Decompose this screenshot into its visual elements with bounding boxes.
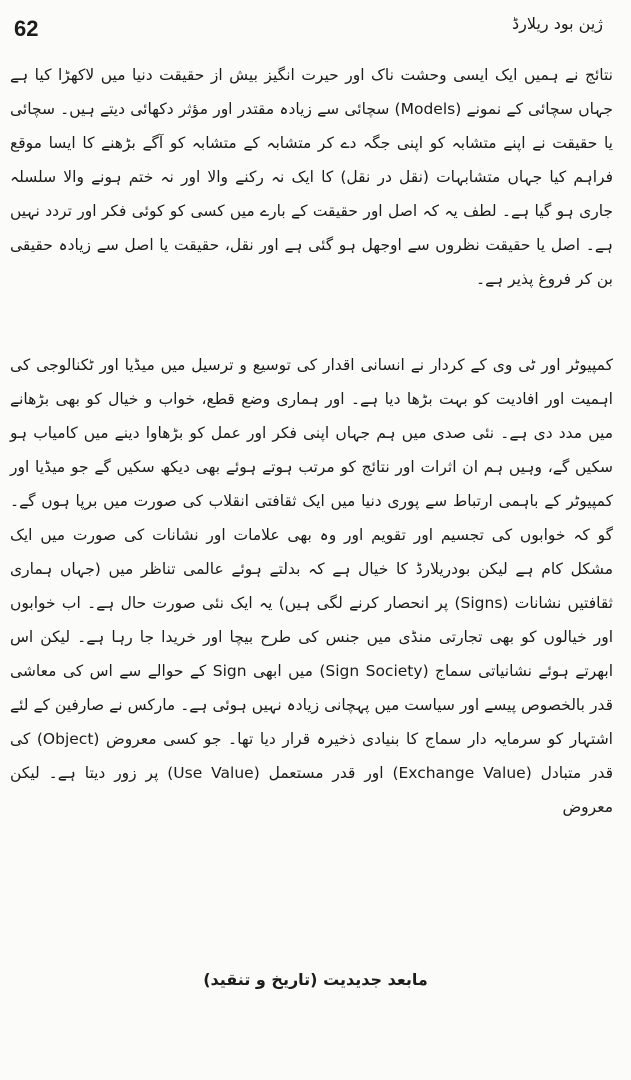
running-header: ژین بود ریلارڈ — [512, 14, 603, 33]
paragraph-1: نتائج نے ہمیں ایک ایسی وحشت ناک اور حیرت انگیز بیش از حقیقت دنیا میں لاکھڑا کیا ہے جہاں سچائی کے نمونے (Models) سچائی سے زیادہ مقتدر اور مؤثر دکھائی دیتے ہیں۔ سچائی یا حقیقت نے اپنے متشابہ کو اپنی جگہ دے کر متشابہ کے متشابہ کو آگے بڑھنے کا ایسا موقع فراہم کیا جہاں متشابہات (نقل در نقل) کا ایک نہ رکنے والا اور نہ ختم ہونے والا سلسلہ جاری ہو گیا ہے۔ لطف یہ کہ اصل اور حقیقت کے بارے میں کسی کو کوئی فکر اور تردد نہیں ہے۔ اصل یا حقیقت نظروں سے اوجھل ہو گئی ہے اور نقل، حقیقت یا اصل سے زیادہ حقیقی بن کر فروغ پذیر ہے۔ — [10, 66, 613, 288]
page-number: 62 — [14, 16, 39, 41]
paragraph-2: کمپیوٹر اور ٹی وی کے کردار نے انسانی اقدار کی توسیع و ترسیل میں میڈیا اور ٹکنالوجی کی اہمیت اور افادیت کو بہت بڑھا دیا ہے۔ اور ہماری وضع قطع، خواب و خیال کو بھی بڑھانے میں مدد دی ہے۔ نئی صدی میں ہم جہاں اپنی فکر اور عمل کو بڑھاوا دینے میں کامیاب ہو سکیں گے، وہیں ہم ان اثرات اور نتائج کو مرتب ہوتے ہوئے بھی دیکھ سکیں گے جو میڈیا اور کمپیوٹر کے باہمی ارتباط سے پوری دنیا میں ایک ثقافتی انقلاب کی صورت میں برپا ہوں گے۔ گو کہ خوابوں کی تجسیم اور تقویم اور وہ بھی علامات اور نشانات کی صورت میں ایک مشکل کام ہے لیکن بودریلارڈ کا خیال ہے کہ بدلتے ہوئے عالمی تناظر میں (جہاں ہماری ثقافتیں نشانات (Signs) پر انحصار کرنے لگی ہیں) یہ ایک نئی صورت حال ہے۔ اب خوابوں اور خیالوں کو بھی تجارتی منڈی میں جنس کی طرح بیچا اور خریدا جا رہا ہے۔ لیکن اس ابھرتے ہوئے نشانیاتی سماج (Sign Society) میں ابھی Sign کے حوالے سے اس کی معاشی قدر بالخصوص پیسے اور سیاست میں پہچانی زیادہ نہیں ہوئی ہے۔ مارکس نے صارفین کے لئے اشتہار کو سرمایہ دار سماج کا بنیادی ذخیرہ قرار دیا تھا۔ جو کسی معروض (Object) کی قدر متبادل (Exchange Value) اور قدر مستعمل (Use Value) پر زور دیتا ہے۔ لیکن معروض — [10, 356, 614, 816]
page-footer: مابعد جدیدیت (تاریخ و تنقید) — [203, 970, 428, 989]
